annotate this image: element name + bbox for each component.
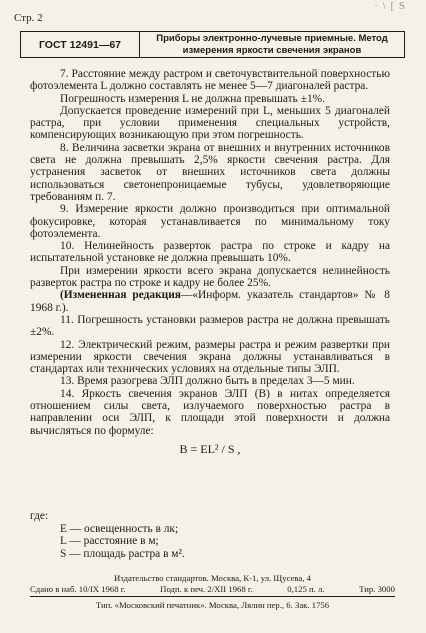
clause-12: 12. Электрический режим, размеры растра и режим развертки при измерении яркости свечения экрана должны устанавливаться в стандартах или технических условиях на отдельные типы ЭЛП. (30, 338, 390, 376)
clause-7: 7. Расстояние между растром и светочувствительной поверхностью фотоэлемента L должно составлять не менее 5—7 диагоналей растра. (30, 68, 390, 93)
where-item-e: E — освещенность в лк; (60, 522, 179, 535)
clause-8: 8. Величина засветки экрана от внешних и внутренних источников света не должна превышать 2,5% яркости свечения растра. Для устранения засветок от внешних источников света должны использоваться светонепроницаемые тубусы, удовлетворяющие требованиям п. 7. (30, 141, 390, 203)
edition-rest: —«Информ. указатель стандартов» № 8 1968 г.). (30, 289, 390, 314)
imprint-divider (30, 596, 395, 597)
imprint-sent: Сдано в наб. 10/IX 1968 г. (30, 583, 126, 594)
formula: B = EL² / S , (179, 441, 241, 456)
clause-7-allowance: Допускается проведение измерений при L, меньших 5 диагоналей растра, при условии применения специальных устройств, компенсирующих возникающую при этом погрешность. (30, 104, 390, 142)
document-header (20, 31, 405, 58)
clause-10-note: При измерении яркости всего экрана допускается нелинейность разверток растра по строке и кадру не более 25%. (30, 264, 390, 290)
standard-title (140, 32, 404, 57)
where-item-l: L — расстояние в м; (60, 535, 159, 548)
standard-number: ГОСТ 12491—67 (21, 32, 140, 57)
clause-13: 13. Время разогрева ЭЛП должно быть в пределах 3—5 мин. (60, 375, 355, 388)
imprint-printer: Тип. «Московский печатник». Москва, Лялин пер., 6. Зак. 1756 (95, 600, 330, 610)
where-label: где: (30, 510, 49, 522)
title-line-2: измерения яркости свечения экранов (182, 44, 362, 56)
imprint-run: Тир. 3000 (359, 583, 395, 594)
where-item-s: S — площадь растра в м². (60, 547, 185, 560)
title-line-1: Приборы электронно-лучевые приемные. Метод (156, 33, 388, 44)
clause-10: 10. Нелинейность разверток растра по строке и кадру на испытательной установке не должна превышать 10%. (30, 240, 390, 265)
edition-note (30, 289, 390, 314)
imprint (30, 573, 395, 611)
edition-label: (Измененная редакция (60, 289, 181, 302)
imprint-publisher: Издательство стандартов. Москва, К-1, ул. Щусева, 4 (114, 573, 311, 583)
imprint-signed: Подп. к печ. 2/XII 1968 г. (160, 583, 253, 594)
document-body (30, 68, 390, 465)
clause-11: 11. Погрешность установки размеров растра не должна превышать ±2%. (30, 313, 390, 339)
clause-14: 14. Яркость свечения экранов ЭЛП (B) в нитах определяется отношением силы света, излучаемого поверхностью растра в направлении оси ЭЛП, к площади этой поверхности и должна вычисляться по формуле: (30, 387, 390, 437)
clause-7-error: Погрешность измерения L не должна превышать ±1%. (60, 92, 325, 105)
corner-mark: · \ [ S (374, 0, 406, 12)
clause-9: 9. Измерение яркости должно производиться при оптимальной фокусировке, которая устанавливается по минимальному току фотоэлемента. (30, 203, 390, 240)
imprint-sheets: 0,125 п. л. (287, 583, 325, 594)
where-block (30, 510, 185, 560)
imprint-print-info (30, 584, 395, 595)
page-number: Стр. 2 (14, 12, 43, 24)
